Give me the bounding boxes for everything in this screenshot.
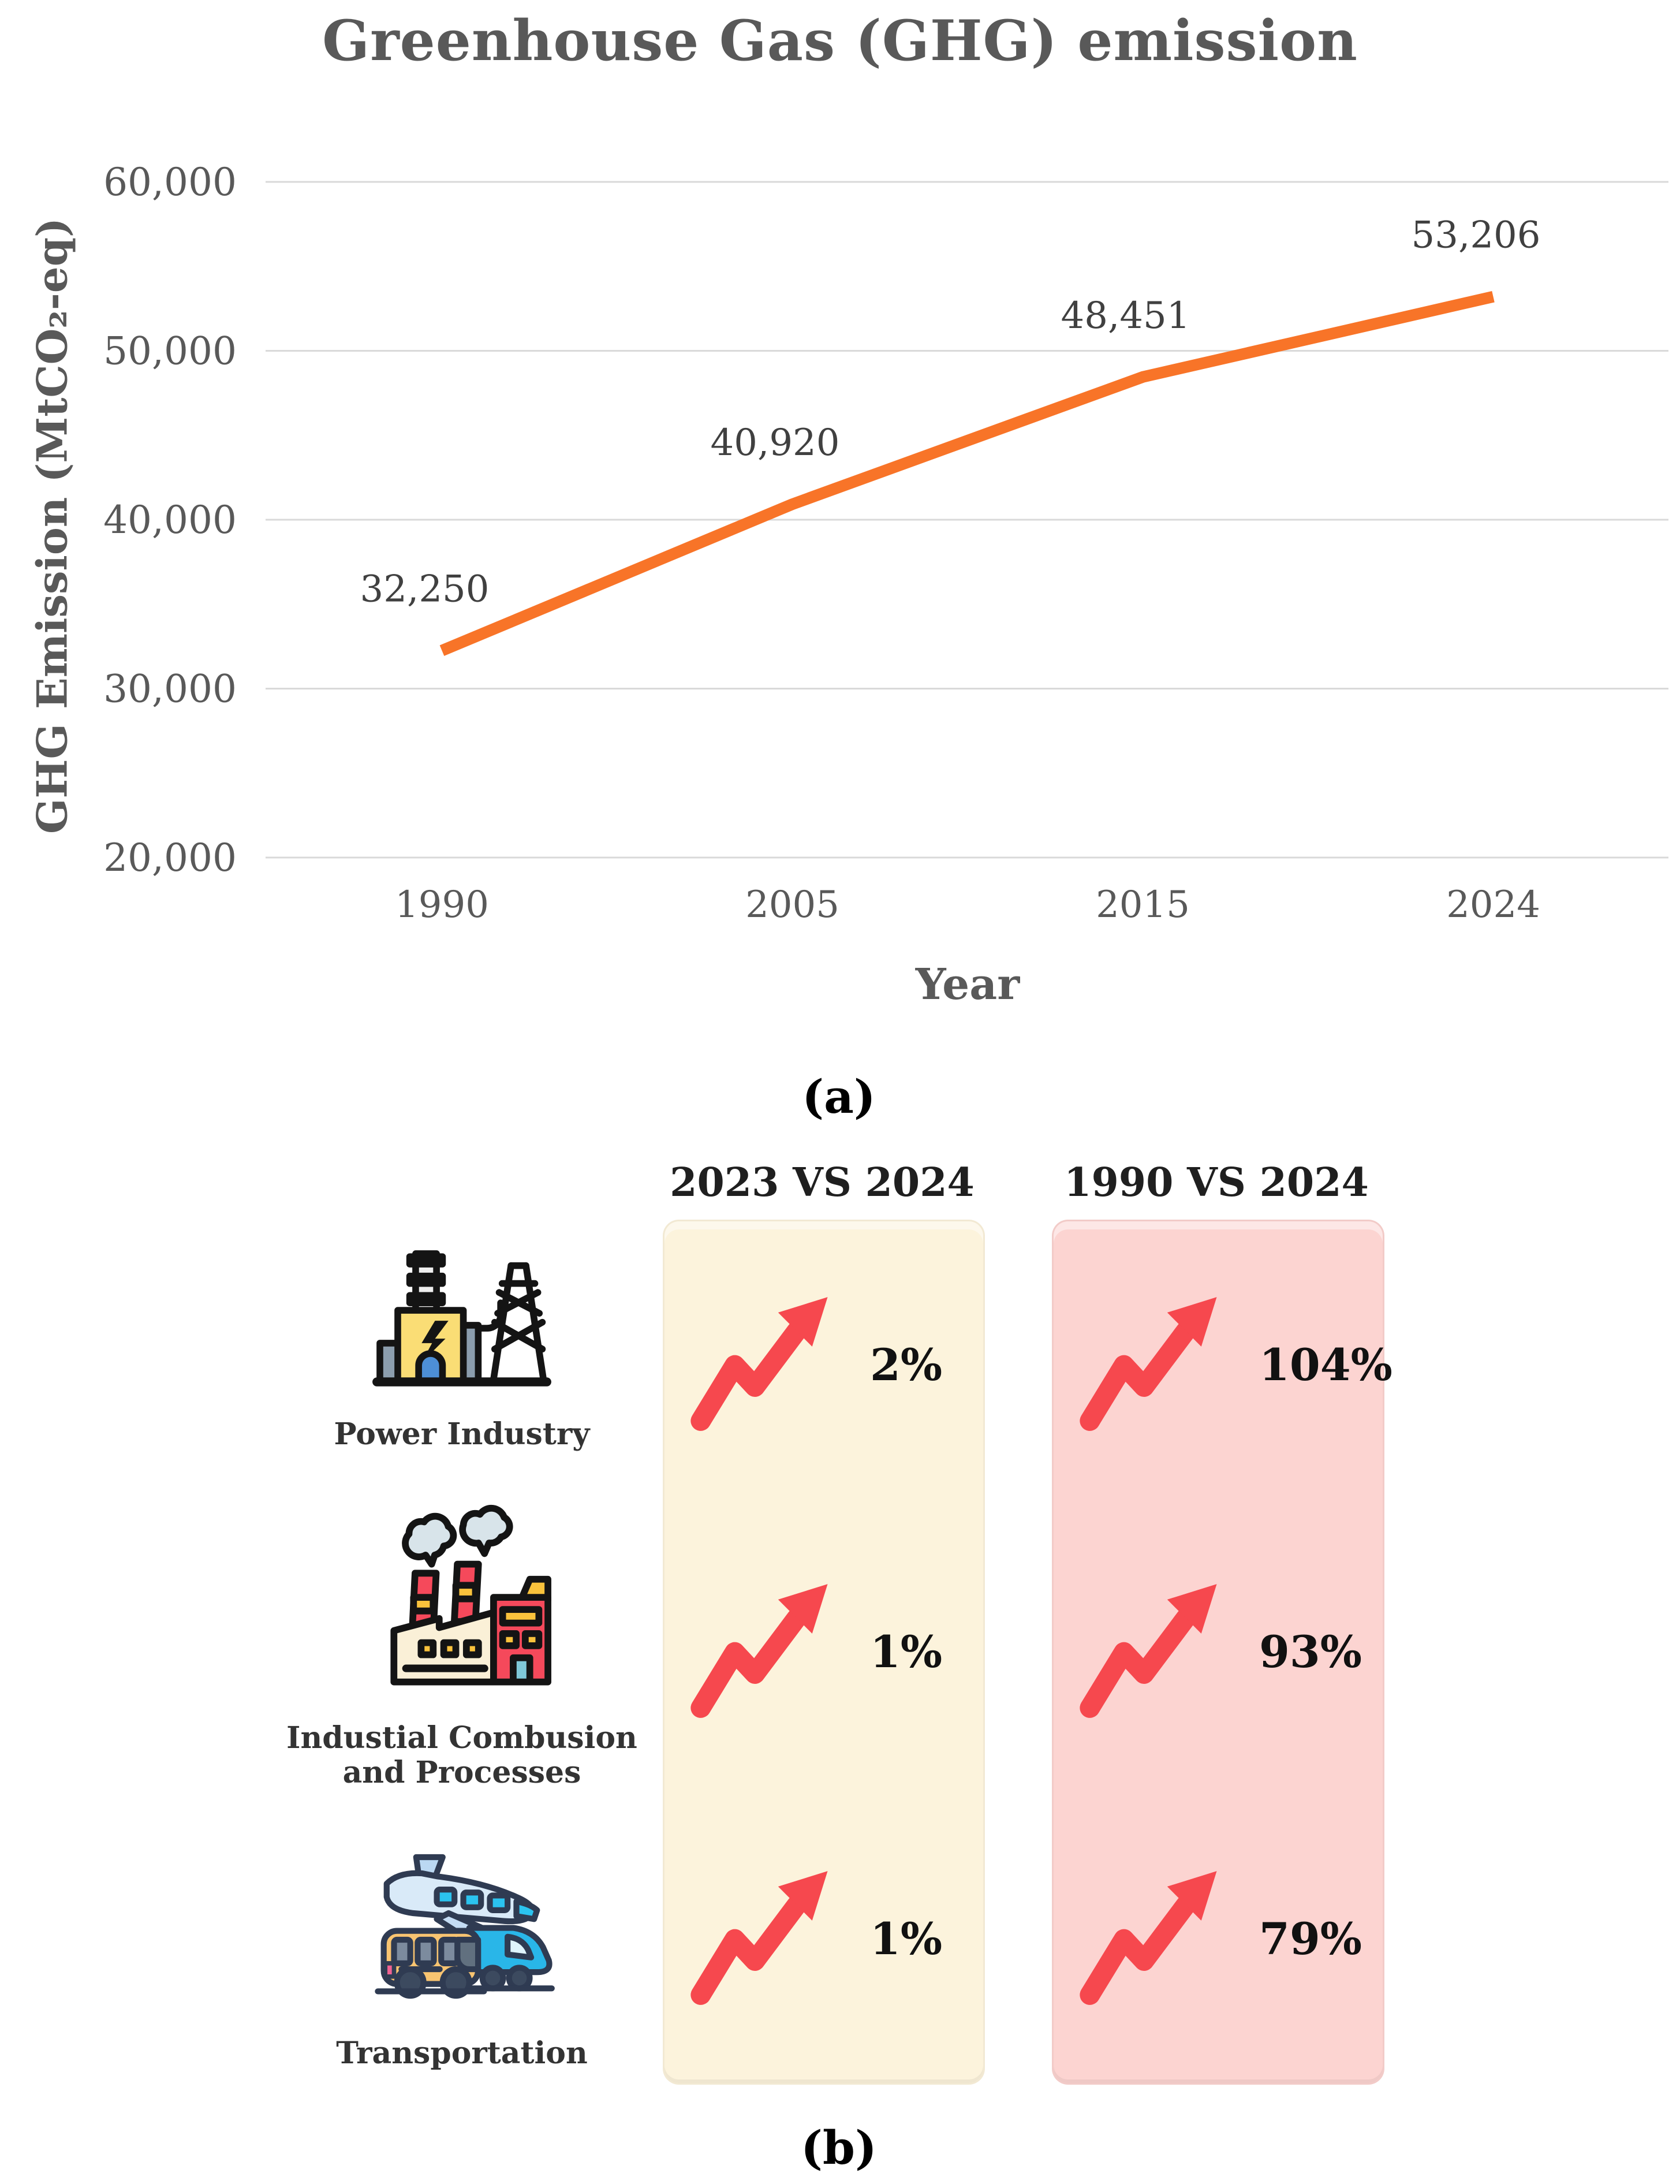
sector-power-industry bbox=[300, 1236, 624, 1452]
comparison-row-power bbox=[1074, 1221, 1392, 1508]
panel-1990-vs-2024 bbox=[1052, 1220, 1392, 2085]
chart-title: Greenhouse Gas (GHG) emission bbox=[322, 8, 1358, 73]
comparison-row-power bbox=[685, 1221, 983, 1508]
svg-text:32,250: 32,250 bbox=[360, 568, 490, 611]
percent-value: 1% bbox=[870, 1913, 943, 1965]
percent-value: 104% bbox=[1259, 1339, 1392, 1391]
trend-up-arrow-icon bbox=[685, 1572, 840, 1732]
svg-text:2005: 2005 bbox=[745, 884, 839, 926]
sector-label: Transportation bbox=[336, 2036, 588, 2071]
trend-up-arrow-icon bbox=[1074, 1285, 1229, 1445]
ghg-line-chart bbox=[0, 0, 1680, 1039]
trend-up-arrow-icon bbox=[1074, 1859, 1229, 2019]
svg-text:60,000: 60,000 bbox=[103, 160, 237, 204]
percent-value: 93% bbox=[1259, 1626, 1362, 1678]
svg-text:1990: 1990 bbox=[395, 884, 489, 926]
svg-text:2024: 2024 bbox=[1446, 884, 1540, 926]
column-header-2023-vs-2024: 2023 VS 2024 bbox=[670, 1160, 975, 1206]
factory-combustion-icon bbox=[364, 1496, 560, 1708]
trend-up-arrow-icon bbox=[1074, 1572, 1229, 1732]
sector-label: Industial Combusion and Processes bbox=[286, 1720, 637, 1790]
sector-label: Power Industry bbox=[334, 1417, 590, 1452]
svg-text:50,000: 50,000 bbox=[103, 329, 237, 374]
svg-text:2015: 2015 bbox=[1096, 884, 1190, 926]
percent-value: 1% bbox=[870, 1626, 943, 1678]
comparison-row-industry bbox=[685, 1508, 983, 1795]
column-header-1990-vs-2024: 1990 VS 2024 bbox=[1064, 1160, 1369, 1206]
sector-industrial-combustion bbox=[271, 1496, 652, 1790]
comparison-row-transport bbox=[685, 1795, 983, 2082]
svg-text:30,000: 30,000 bbox=[103, 666, 237, 711]
comparison-row-industry bbox=[1074, 1508, 1383, 1795]
panel-2023-vs-2024 bbox=[663, 1220, 985, 2085]
comparison-row-transport bbox=[1074, 1795, 1383, 2082]
subfigure-label-a: (a) bbox=[802, 1069, 876, 1124]
percent-value: 79% bbox=[1259, 1913, 1362, 1965]
trend-up-arrow-icon bbox=[685, 1859, 840, 2019]
svg-text:53,206: 53,206 bbox=[1411, 214, 1541, 257]
svg-text:40,920: 40,920 bbox=[710, 422, 840, 465]
percent-value: 2% bbox=[870, 1339, 943, 1391]
transportation-icon bbox=[366, 1836, 558, 2017]
svg-text:20,000: 20,000 bbox=[103, 836, 237, 880]
x-axis-title: Year bbox=[915, 960, 1020, 1009]
svg-text:40,000: 40,000 bbox=[103, 498, 237, 542]
y-axis-title: GHG Emission (MtCO₂-eq) bbox=[27, 217, 77, 834]
svg-text:48,451: 48,451 bbox=[1061, 294, 1190, 337]
power-industry-icon bbox=[365, 1236, 559, 1400]
subfigure-label-b: (b) bbox=[801, 2120, 877, 2175]
sector-transportation bbox=[300, 1836, 624, 2071]
trend-up-arrow-icon bbox=[685, 1285, 840, 1445]
